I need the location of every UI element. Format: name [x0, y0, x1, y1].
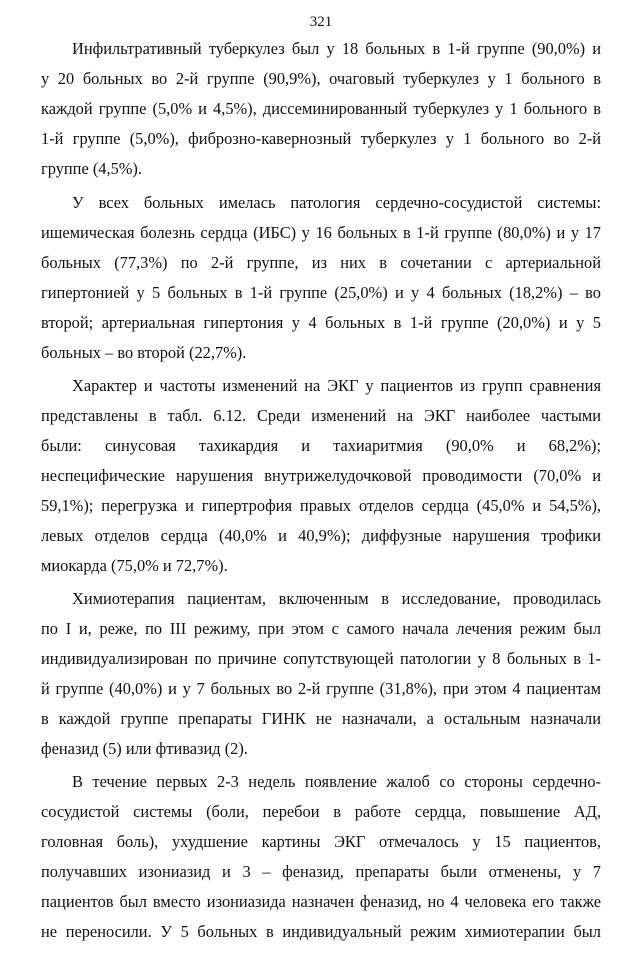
paragraph-5-line-5: пациентов был вместо изониазида назначен феназид, но 4 человека его также [41, 892, 601, 911]
paragraph-1-line-4: 1-й группе (5,0%), фиброзно-кавернозный туберкулез у 1 больного во 2-й [41, 129, 601, 148]
paragraph-5-line-3: головная боль), ухудшение картины ЭКГ отмечалось у 15 пациентов, [41, 832, 601, 851]
paragraph-3-line-3: были: синусовая тахикардия и тахиаритмия (90,0% и 68,2%); [41, 436, 601, 455]
paragraph-3-line-1: Характер и частоты изменений на ЭКГ у пациентов из групп сравнения [72, 376, 601, 395]
paragraph-4-line-1: Химиотерапия пациентам, включенным в исследование, проводилась [72, 589, 601, 608]
paragraph-2-line-2: ишемическая болезнь сердца (ИБС) у 16 больных в 1-й группе (80,0%) и у 17 [41, 223, 601, 242]
paragraph-5-line-2: сосудистой системы (боли, перебои в работе сердца, повышение АД, [41, 802, 601, 821]
paragraph-5-line-4: получавших изониазид и 3 – феназид, препараты были отменены, у 7 [41, 862, 601, 881]
paragraph-4-line-5: в каждой группе препараты ГИНК не назначали, а остальным назначали [41, 709, 601, 728]
paragraph-2-line-3: больных (77,3%) по 2-й группе, из них в сочетании с артериальной [41, 253, 601, 272]
paragraph-4-line-2: по I и, реже, по III режиму, при этом с самого начала лечения режим был [41, 619, 601, 638]
paragraph-5-line-6: не переносили. У 5 больных в индивидуальный режим химиотерапии был [41, 922, 601, 941]
paragraph-5-line-1: В течение первых 2-3 недель появление жалоб со стороны сердечно- [72, 772, 601, 791]
paragraph-4-line-6: феназид (5) или фтивазид (2). [41, 739, 248, 758]
paragraph-2-line-4: гипертонией у 5 больных в 1-й группе (25,0%) и у 4 больных (18,2%) – во [41, 283, 601, 302]
paragraph-4-line-4: й группе (40,0%) и у 7 больных во 2-й группе (31,8%), при этом 4 пациентам [41, 679, 601, 698]
paragraph-1-line-5: группе (4,5%). [41, 159, 142, 178]
page-number: 321 [309, 14, 333, 30]
paragraph-3-line-5: 59,1%); перегрузка и гипертрофия правых отделов сердца (45,0% и 54,5%), [41, 496, 601, 515]
paragraph-4-line-3: индивидуализирован по причине сопутствующей патологии у 8 больных в 1- [41, 649, 601, 668]
paragraph-2-line-5: второй; артериальная гипертония у 4 больных в 1-й группе (20,0%) и у 5 [41, 313, 601, 332]
paragraph-3-line-4: неспецифические нарушения внутрижелудочковой проводимости (70,0% и [41, 466, 601, 485]
paragraph-3-line-7: миокарда (75,0% и 72,7%). [41, 556, 228, 575]
paragraph-1-line-2: у 20 больных во 2-й группе (90,9%), очаговый туберкулез у 1 больного в [41, 69, 601, 88]
paragraph-3-line-6: левых отделов сердца (40,0% и 40,9%); диффузные нарушения трофики [41, 526, 601, 545]
paragraph-1-line-1: Инфильтративный туберкулез был у 18 больных в 1-й группе (90,0%) и [72, 39, 601, 58]
paragraph-3-line-2: представлены в табл. 6.12. Среди изменений на ЭКГ наиболее частыми [41, 406, 601, 425]
paragraph-2-line-1: У всех больных имелась патология сердечно-сосудистой системы: [72, 193, 601, 212]
paragraph-1-line-3: каждой группе (5,0% и 4,5%), диссеминированный туберкулез у 1 больного в [41, 99, 601, 118]
paragraph-2-line-6: больных – во второй (22,7%). [41, 343, 247, 362]
